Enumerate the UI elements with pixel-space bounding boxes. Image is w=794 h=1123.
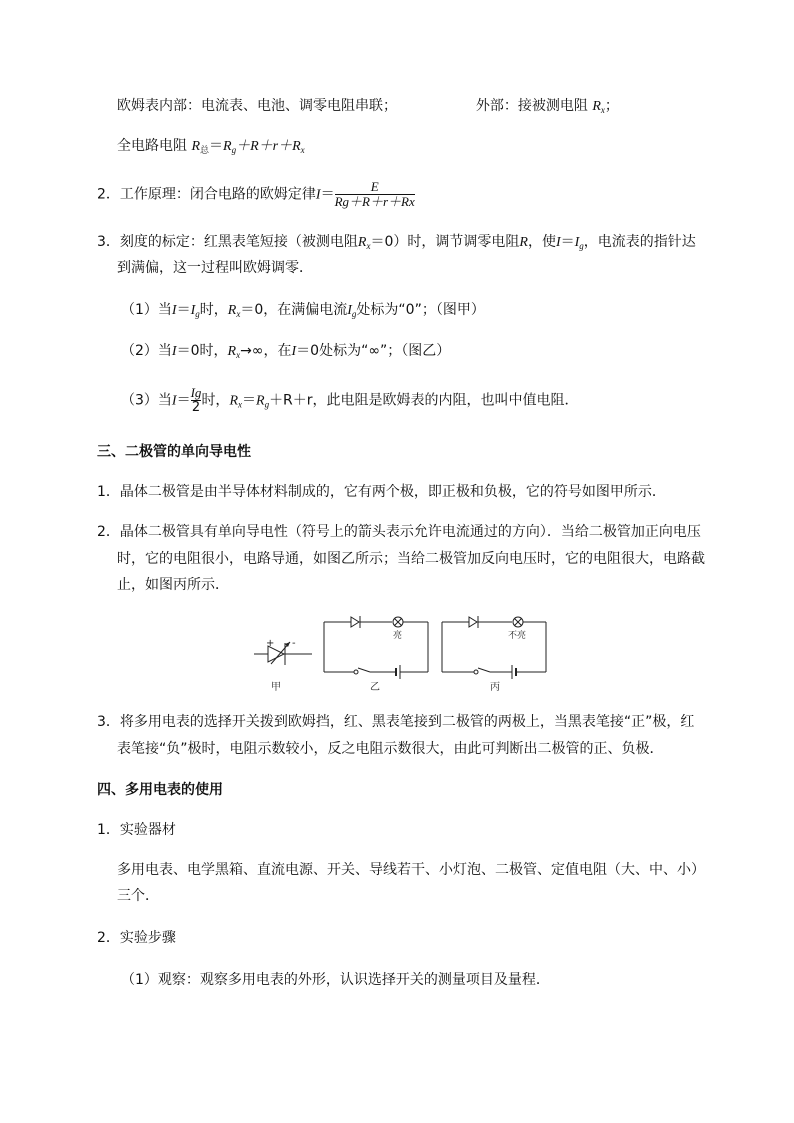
var-r: R [256,393,265,409]
equals: ＝ [560,234,575,250]
text: 时， [201,392,230,409]
section-3-para-2-line-3: 止，如图丙所示． [117,577,229,593]
equals: ＝ [242,392,256,409]
sub-x: x [238,399,242,410]
var-i: I [555,235,561,250]
text: ，使 [527,234,556,250]
diode-symbol [254,642,312,665]
section-4-heading: 四、多用电表的使用 [97,782,223,798]
section-3-para-3-line-1: 3．将多用电表的选择开关拨到欧姆挡，红、黑表笔接到二极管的两极上，当黑表笔接“正”极，红 [97,714,695,730]
var-r: R [191,139,201,154]
half-ig-fraction [191,386,202,415]
text: ＋R＋r，此电阻是欧姆表的内阻，也叫中值电阻． [269,392,579,409]
formula-rest: ＋R＋r＋R [236,139,301,154]
figure-label-yi: 乙 [370,682,380,693]
calibration-case-2 [121,341,450,365]
text: ＝0时， [176,343,228,359]
equals: ＝ [176,392,191,409]
equipment-line-1: 多用电表、电学黑箱、直流电源、开关、导线若干、小灯泡、二极管、定值电阻（大、中、小） [117,862,705,878]
equals: ＝ [176,302,191,318]
ohmmeter-external-text: 外部：接被测电阻 [475,98,588,114]
var-i: I [291,344,297,359]
text: 3．刻度的标定：红黑表笔短接（被测电阻 [97,234,358,250]
ohmmeter-internal-line [117,96,619,120]
sub-x: x [300,145,305,155]
var-r: R [519,235,528,250]
sub-g: g [579,241,584,251]
circuit-forward [324,616,428,679]
var-i: I [171,344,177,359]
var-r: R [227,303,237,318]
text: ＝0，在满偏电流 [240,302,348,318]
principle-fraction [335,180,415,209]
text: ＝0）时，调节调零电阻 [370,234,520,250]
text: （2）当 [121,343,172,359]
step-1-observe: （1）观察：观察多用电表的外形，认识选择开关的测量项目及量程． [121,972,550,988]
calibration-case-3 [121,386,579,419]
total-resistance-line [117,136,305,161]
section-3-heading: 三、二极管的单向导电性 [97,444,251,460]
figure-label-jia: 甲 [271,682,281,693]
sub-g: g [351,309,357,319]
sub-x: x [236,309,241,319]
sub-x: x [366,241,371,251]
bulb-label-bright: 亮 [393,631,403,641]
var-i: I [574,235,580,250]
var-i: I [347,303,352,318]
principle-line [97,180,415,210]
text: （1）当 [121,302,172,318]
var-r: R [227,344,237,359]
principle-label: 2．工作原理：闭合电路的欧姆定律 [97,186,316,203]
text: 处标为“0”；（图甲） [356,302,485,318]
sub-g: g [195,309,200,319]
punct: ； [604,98,619,114]
section-4-item-2: 2．实验步骤 [97,930,176,946]
fraction-denominator: 2 [191,400,201,415]
var-r: R [357,235,367,250]
text: ＝0处标为“∞”；（图乙） [296,343,451,359]
section-3-para-2-line-2: 时，它的电阻很小，电路导通，如图乙所示；当给二极管加反向电压时，它的电阻很大，电路截 [117,551,705,567]
text: →∞，在 [240,343,292,359]
var-r: R [223,139,232,154]
ohmmeter-internal-text: 欧姆表内部：电流表、电池、调零电阻串联； [117,98,397,114]
sub-x: x [236,350,241,360]
equals: ＝ [209,138,224,154]
fraction-denominator: Rg＋R＋r＋Rx [334,194,415,209]
var-i: I [190,303,196,318]
section-3-para-3-line-2: 表笔接“负”极时，电阻示数较小，反之电阻示数很大，由此可判断出二极管的正、负极． [117,741,664,757]
var-i: I [171,303,177,318]
diode-circuits-figure [250,612,560,694]
text: ，电流表的指针达 [583,234,696,250]
text: 时， [199,302,228,318]
bulb-label-not-bright: 不亮 [508,631,527,641]
sub-g: g [231,145,237,155]
section-4-item-1: 1．实验器材 [97,822,176,838]
diode-plus-sign: + [266,638,275,649]
var-i: I [171,393,177,409]
fraction-numerator: Ig [190,385,202,400]
var-i: I [315,187,321,203]
figure-label-bing: 丙 [490,682,500,693]
equipment-line-2: 三个． [117,888,159,904]
sub-g: g [264,399,270,410]
calibration-case-1 [121,300,485,324]
total-resistance-label: 全电路电阻 [117,138,187,154]
equals: ＝ [320,186,335,203]
var-r: R [229,393,238,409]
diode-minus-sign: - [292,638,296,649]
calibration-line-1 [97,232,696,256]
var-r: R [592,99,601,114]
fraction-numerator: E [370,179,379,194]
circuit-reverse [442,616,546,679]
text: （3）当 [121,392,172,409]
section-3-para-2-line-1: 2．晶体二极管具有单向导电性（符号上的箭头表示允许电流通过的方向）．当给二极管加正向电压 [97,524,701,540]
sub-total: 总 [200,146,210,156]
sub-x: x [600,105,605,115]
section-3-para-1: 1．晶体二极管是由半导体材料制成的，它有两个极，即正极和负极，它的符号如图甲所示． [97,484,666,500]
calibration-line-2: 到满偏，这一过程叫欧姆调零． [117,260,313,276]
